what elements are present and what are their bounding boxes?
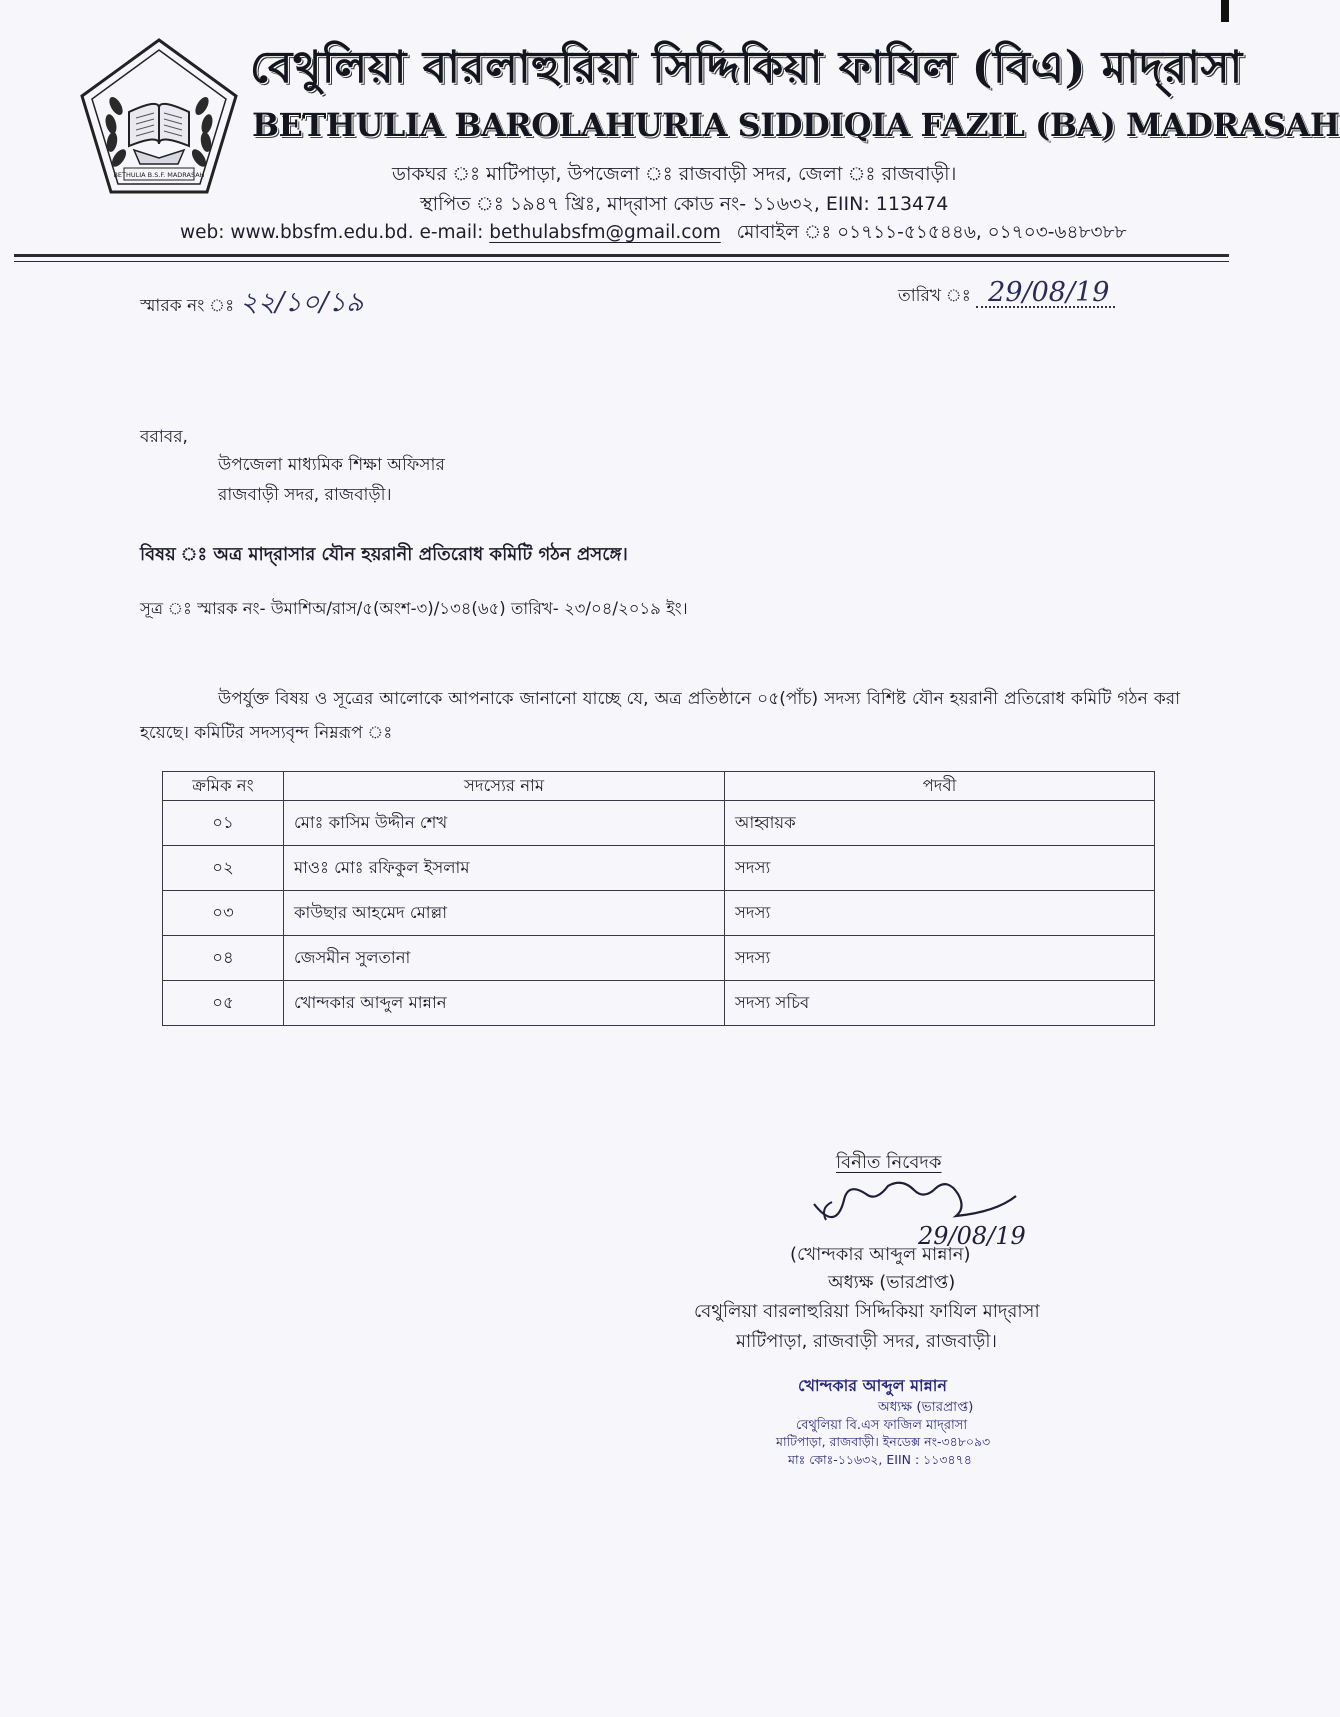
table-row	[163, 891, 1155, 936]
web-info: web: www.bbsfm.edu.bd. e-mail:	[180, 222, 490, 243]
signatory-institution: বেথুলিয়া বারলাহুরিয়া সিদ্দিকিয়া ফাযিল মাদ্‌রাসা	[694, 1301, 1040, 1322]
serial-cell: ০৪	[163, 936, 284, 981]
madrasah-name-english: BETHULIA BAROLAHURIA SIDDIQIA FAZIL (BA) MADRASAH	[252, 106, 1340, 144]
committee-members-table	[162, 771, 1155, 1026]
signatory-name: (খোন্দকার আব্দুল মান্নান)	[790, 1244, 971, 1265]
contact-line	[180, 218, 1200, 249]
establishment-info: স্থাপিত ঃ ১৯৪৭ খ্রিঃ, মাদ্‌রাসা কোড নং- ১১৬৩২, EIIN: 113474	[420, 193, 949, 215]
signatory-place: মাটিপাড়া, রাজবাড়ী সদর, রাজবাড়ী।	[736, 1331, 997, 1352]
signature-date: 29/08/19	[918, 1222, 1026, 1250]
member-name-cell: মোঃ কাসিম উদ্দীন শেখ	[284, 801, 725, 846]
madrasah-name-bengali: বেথুলিয়া বারলাহুরিয়া সিদ্দিকিয়া ফাযিল (বিএ) মাদ্‌রাসা	[250, 42, 1243, 93]
recipient-title: উপজেলা মাধ্যমিক শিক্ষা অফিসার	[218, 455, 445, 475]
designation-cell: সদস্য	[725, 936, 1155, 981]
stamp-institution: বেথুলিয়া বি.এস ফাজিল মাদ্‌রাসা	[796, 1418, 968, 1433]
designation-cell: সদস্য	[725, 846, 1155, 891]
serial-cell: ০৫	[163, 981, 284, 1026]
recipient-prefix: বরাবর,	[140, 427, 188, 447]
serial-cell: ০১	[163, 801, 284, 846]
stamp-title: অধ্যক্ষ (ভারপ্রাপ্ত)	[878, 1399, 974, 1415]
serial-cell: ০২	[163, 846, 284, 891]
table-row	[163, 801, 1155, 846]
letter-body: উপর্যুক্ত বিষয় ও সূত্রের আলোকে আপনাকে জানানো যাচ্ছে যে, অত্র প্রতিষ্ঠানে ০৫(পাঁচ) সদস্য বিশিষ্ট যৌন হয়রানী প্রতিরোধ কমিটি গঠন করা হয়েছে। কমিটির সদস্যবৃন্দ নিম্নরূপ ঃ	[140, 689, 1180, 743]
mobile-numbers: মোবাইল ঃ ০১৭১১-৫১৫৪৪৬, ০১৭০৩-৬৪৮৩৮৮	[736, 222, 1127, 243]
header-designation: পদবী	[725, 772, 1155, 801]
recipient-address: রাজবাড়ী সদর, রাজবাড়ী।	[218, 485, 392, 505]
header-divider-thick	[14, 254, 1229, 257]
table-row	[163, 936, 1155, 981]
table-row	[163, 846, 1155, 891]
serial-cell: ০৩	[163, 891, 284, 936]
madrasah-logo-icon	[74, 34, 244, 204]
memo-value: ২২/১০/১৯	[240, 287, 364, 318]
stamp-codes: মাঃ কোঃ-১১৬৩২, EIIN : ১১৩৪৭৪	[788, 1452, 972, 1467]
logo-text: BETHULIA B.S.F. MADRASAH	[113, 171, 205, 179]
date-value: 29/08/19	[988, 277, 1110, 308]
memo-number	[140, 282, 364, 327]
table-row	[163, 981, 1155, 1026]
header-name: সদস্যের নাম	[284, 772, 725, 801]
stamp-name: খোন্দকার আব্দুল মান্নান	[798, 1376, 947, 1395]
signatory-title: অধ্যক্ষ (ভারপ্রাপ্ত)	[828, 1272, 956, 1293]
letter-reference: সূত্র ঃ স্মারক নং- উমাশিঅ/রাস/৫(অংশ-৩)/১৩৪(৬৫) তারিখ- ২৩/০৪/২০১৯ ইং।	[140, 599, 688, 618]
designation-cell: সদস্য সচিব	[725, 981, 1155, 1026]
member-name-cell: কাউছার আহমেদ মোল্লা	[284, 891, 725, 936]
member-name-cell: মাওঃ মোঃ রফিকুল ইসলাম	[284, 846, 725, 891]
stamp-address: মাটিপাড়া, রাজবাড়ী। ইনডেক্স নং-৩৪৮০৯৩	[776, 1434, 991, 1449]
memo-label: স্মারক নং ঃ	[140, 296, 235, 316]
member-name-cell: জেসমীন সুলতানা	[284, 936, 725, 981]
email-link[interactable]: bethulabsfm@gmail.com	[489, 222, 721, 243]
designation-cell: সদস্য	[725, 891, 1155, 936]
postal-address: ডাকঘর ঃ মাটিপাড়া, উপজেলা ঃ রাজবাড়ী সদর, জেলা ঃ রাজবাড়ী।	[392, 163, 957, 185]
letter-date	[898, 277, 1115, 311]
table-header-row	[163, 772, 1155, 801]
header-divider-thin	[14, 261, 1229, 262]
signature-closing: বিনীত নিবেদক	[836, 1152, 942, 1173]
letter-subject: বিষয় ঃ অত্র মাদ্‌রাসার যৌন হয়রানী প্রতিরোধ কমিটি গঠন প্রসঙ্গে।	[140, 544, 628, 565]
designation-cell: আহ্বায়ক	[725, 801, 1155, 846]
date-label: তারিখ ঃ	[898, 286, 971, 306]
scan-edge-mark	[1221, 0, 1229, 22]
header-serial: ক্রমিক নং	[163, 772, 284, 801]
member-name-cell: খোন্দকার আব্দুল মান্নান	[284, 981, 725, 1026]
